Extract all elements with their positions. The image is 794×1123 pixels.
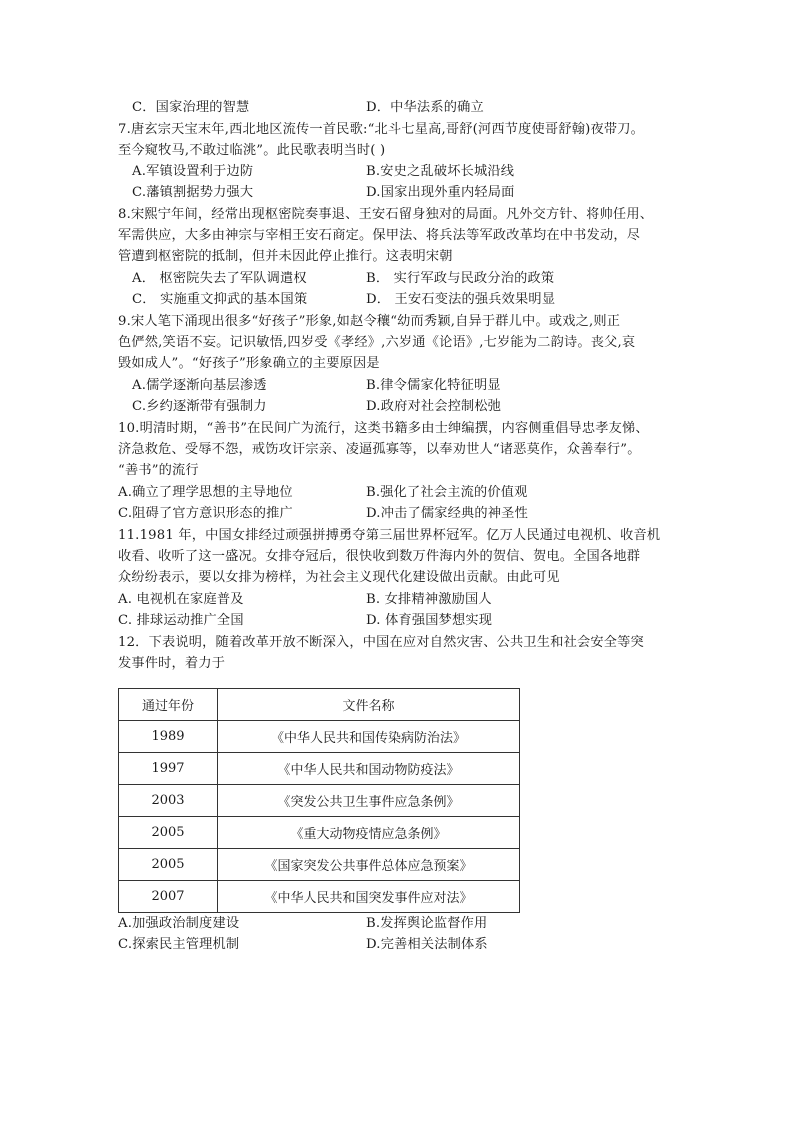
q10-stem-line-3: “善书”的流行 [118,463,199,478]
q9-option-b: B.律令儒家化特征明显 [366,378,501,393]
table-cell-document: 《重大动物疫情应急条例》 [218,817,520,849]
table-cell-year: 2005 [119,849,218,881]
q8-stem-line-1: 8.宋熙宁年间，经常出现枢密院奏事退、王安石留身独对的局面。凡外交方针、将帅任用、 [118,207,654,222]
q9-option-c: C.乡约逐渐带有强制力 [132,399,267,414]
q8-option-a: A． 枢密院失去了军队调遣权 [132,271,307,286]
q7-stem-line-2: 至今窥牧马,不敢过临洮”。此民歌表明当时( ) [118,143,386,158]
q10-option-a: A.确立了理学思想的主导地位 [118,485,293,500]
table-row [119,817,520,849]
q11-option-c: C. 排球运动推广全国 [118,613,244,628]
q7-option-a: A.军镇设置利于边防 [132,164,254,179]
table-cell-document: 《中华人民共和国突发事件应对法》 [218,881,520,913]
q10-stem-line-1: 10.明清时期，“善书”在民间广为流行，这类书籍多由士绅编撰，内容侧重倡导忠孝友悌、 [118,421,649,436]
table-row [119,785,520,817]
q12-stem-line-1: 12．下表说明，随着改革开放不断深入，中国在应对自然灾害、公共卫生和社会安全等突 [118,635,644,650]
q12-option-b: B.发挥舆论监督作用 [366,916,488,931]
q9-option-a: A.儒学逐渐向基层渗透 [132,378,267,393]
q12-documents-table [118,688,520,913]
table-cell-document: 《国家突发公共事件总体应急预案》 [218,849,520,881]
q9-stem-line-2: 色俨然,笑语不妄。记识敏悟,四岁受《孝经》,六岁通《论语》,七岁能为二韵诗。丧父,哀 [118,335,636,350]
table-header-document: 文件名称 [218,689,520,721]
table-header-year: 通过年份 [119,689,218,721]
q11-stem-line-1: 11.1981 年，中国女排经过顽强拼搏勇夺第三届世界杯冠军。亿万人民通过电视机、收音机 [118,528,661,543]
q8-stem-line-3: 管遭到枢密院的抵制，但并未因此停止推行。这表明宋朝 [118,249,453,264]
table-header-row [119,689,520,721]
table-cell-year: 1989 [119,721,218,753]
q8-option-c: C． 实施重文抑武的基本国策 [132,292,308,307]
q7-option-d: D.国家出现外重内轻局面 [366,185,515,200]
q12-option-d: D.完善相关法制体系 [366,937,488,952]
table-cell-year: 2007 [119,881,218,913]
q7-option-b: B.安史之乱破坏长城沿线 [366,164,515,179]
q11-stem-line-3: 众纷纷表示，要以女排为榜样，为社会主义现代化建设做出贡献。由此可见 [118,570,560,585]
q9-option-d: D.政府对社会控制松弛 [366,399,502,414]
table-cell-document: 《中华人民共和国传染病防治法》 [218,721,520,753]
q8-option-d: D． 王安石变法的强兵效果明显 [366,292,556,307]
table-cell-document: 《中华人民共和国动物防疫法》 [218,753,520,785]
q11-option-a: A. 电视机在家庭普及 [118,592,244,607]
q12-option-c: C.探索民主管理机制 [118,937,240,952]
q11-option-d: D. 体育强国梦想实现 [366,613,493,628]
q7-option-c: C.藩镇割据势力强大 [132,185,254,200]
table-cell-year: 2005 [119,817,218,849]
q11-stem-line-2: 收看、收听了这一盛况。女排夺冠后，很快收到数万件海内外的贺信、贺电。全国各地群 [118,549,641,564]
q10-option-b: B.强化了社会主流的价值观 [366,485,528,500]
q10-option-d: D.冲击了儒家经典的神圣性 [366,506,528,521]
q9-stem-line-1: 9.宋人笔下涌现出很多“好孩子”形象,如赵令穰“幼而秀颖,自异于群儿中。或戏之,则正 [118,314,621,329]
q6-option-d: D．中华法系的确立 [366,100,484,115]
q10-stem-line-2: 济急救危、受辱不怨，戒饬攻讦宗亲、凌逼孤寡等，以奉劝世人“诸恶莫作，众善奉行”。 [118,442,641,457]
table-cell-document: 《突发公共卫生事件应急条例》 [218,785,520,817]
q8-stem-line-2: 军需供应，大多由神宗与宰相王安石商定。保甲法、将兵法等军政改革均在中书发动，尽 [118,228,641,243]
q11-option-b: B. 女排精神激励国人 [366,592,492,607]
table-row [119,849,520,881]
q12-stem-line-2: 发事件时，着力于 [118,656,226,671]
q12-option-a: A.加强政治制度建设 [118,916,240,931]
table-row [119,881,520,913]
table-cell-year: 2003 [119,785,218,817]
table-row [119,721,520,753]
q7-stem-line-1: 7.唐玄宗天宝末年,西北地区流传一首民歌:“北斗七星高,哥舒(河西节度使哥舒翰)夜带刀。 [118,122,644,137]
q8-option-b: B． 实行军政与民政分治的政策 [366,271,555,286]
q6-option-c: C．国家治理的智慧 [132,100,250,115]
q9-stem-line-3: 毁如成人”。“好孩子”形象确立的主要原因是 [118,356,380,371]
q10-option-c: C.阻碍了官方意识形态的推广 [118,506,293,521]
table-row [119,753,520,785]
table-cell-year: 1997 [119,753,218,785]
